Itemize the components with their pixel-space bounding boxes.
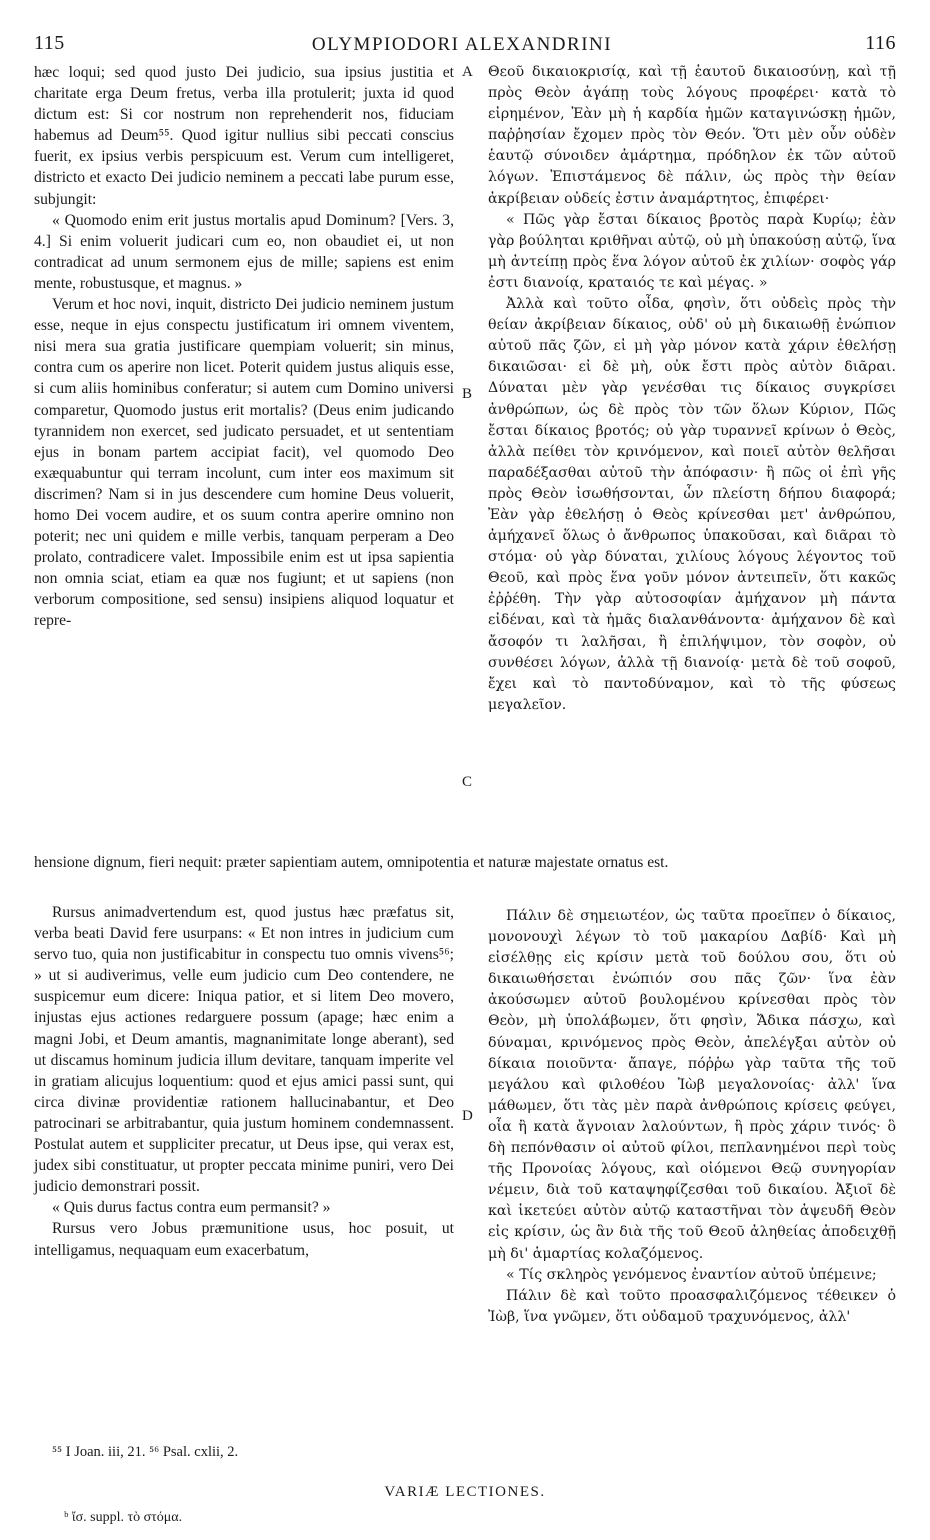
latin-paragraph: Rursus vero Jobus præmunitione usus, hoc posuit, ut intelligamus, nequaquam eum exacerbatum, — [34, 1220, 454, 1259]
margin-letter-a: A — [462, 64, 473, 80]
margin-letter-d: D — [462, 1108, 473, 1124]
greek-verse-quote: « Τίς σκληρὸς γενόμενος ἐναντίον αὐτοῦ ὑπέμεινε; — [506, 1266, 877, 1283]
greek-column-top — [488, 62, 896, 716]
greek-paragraph: Θεοῦ δικαιοκρισίᾳ, καὶ τῇ ἑαυτοῦ δικαιοσύνῃ, καὶ τῇ πρὸς Θεὸν ἀγάπῃ τοὺς λόγους προφέρει· κατὰ τὸ εἰρημένον, Ἐὰν μὴ ἡ καρδία ἡμῶν καταγινώσκῃ ἡμῶν, παῤῥησίαν ἔχομεν πρὸς τὸν Θεόν. Ὅτι μὲν οὖν οὐδὲν ἑαυτῷ σύνοιδεν ἁμάρτημα, πρόδηλον ἐκ τῶν αὐτοῦ λόγων. Ἐπιστάμενος δὲ πάλιν, ὡς πρὸς τὴν θείαν ἀκρίβειαν οὐδείς ἐστιν ἀναμάρτητος, ἐπιφέρει· — [488, 64, 896, 207]
page-number-right: 116 — [865, 32, 896, 54]
latin-column-bottom — [34, 902, 454, 1261]
variae-lectiones-heading: VARIÆ LECTIONES. — [384, 1484, 546, 1500]
latin-paragraph: Rursus animadvertendum est, quod justus hæc præfatus sit, verba beati David fere usurpans: « Et non intres in judicium cum servo tuo, quia non justificabitur in conspectu tuo omnis vivens⁵⁶; » ut si audiverimus, velle eum judicio cum Deo contendere, ne suspicemur eum dicere: Iniqua patior, et si litem Deo movero, injustas ejus actiones redarguere possum (apage; hæc enim a magni Jobi, et Deum amantis, magnanimitate longe aberant), sed ut discamus hominum judicia illum devitare, tanquam imperite vel in gratiam alicujus loquentium: quod et ejus amici passi sunt, qui circa divinæ providentiæ rationem hallucinabantur, et Deo patrocinari se arbitrabantur, quia justum hominem condemnassent. Postulat autem et suppliciter precatur, ut Deus ipse, qui verax est, judex sibi constituatur, ut propter peccata minime puniri, vero Dei judicio demonstrari possit. — [34, 904, 454, 1196]
spanning-line — [34, 852, 896, 873]
latin-paragraph: hæc loqui; sed quod justo Dei judicio, sua ipsius justitia et charitate erga Deum fretus, verba illa protulerit; juxta id quod dictum est: Si cor nostrum non reprehenderit nos, fiduciam habemus ad Deum⁵⁵. Quod igitur nullius sibi peccati conscius fuerit, ex ipsius verbis perspicuum est. Verum cum intelligeret, districto et exacto Dei judicio neminem a peccati labe purum esse, subjungit: — [34, 64, 454, 208]
page-header — [28, 32, 896, 60]
greek-verse-quote: « Πῶς γὰρ ἔσται δίκαιος βροτὸς παρὰ Κυρίῳ; ἐὰν γὰρ βούληται κριθῆναι αὐτῷ, οὐ μὴ ὑπακούσῃ αὐτῷ, ἵνα μὴ ἀντείπῃ πρὸς ἕνα λόγον αὐτοῦ ἐκ χιλίων· σοφὸς γάρ ἐστι διανοίᾳ, κραταιός τε καὶ μέγας. » — [488, 211, 896, 291]
greek-paragraph: Πάλιν δὲ σημειωτέον, ὡς ταῦτα προεῖπεν ὁ δίκαιος, μονονουχὶ λέγων τὸ τοῦ μακαρίου Δαβίδ· Καὶ μὴ εἰσέλθῃς εἰς κρίσιν μετὰ τοῦ δούλου σου, ὅτι οὐ δικαιωθήσεται ἐνώπιόν σου πᾶς ζῶν· ἵνα ἐὰν ἀκούσωμεν αὐτοῦ βουλομένου κρίνεσθαι πρὸς τὸν Θεὸν, μὴ ὑπολάβωμεν, ὅτι φησὶν, Ἄδικα πάσχω, καὶ δύναμαι, κρινόμενος πρὸς Θεὸν, ἀπελέγξαι αὐτὸν οὐ δίκαια ποιοῦντα· ἄπαγε, πόῤῥω γὰρ ταῦτα τῆς τοῦ μεγάλου καὶ φιλοθέου Ἰὼβ μεγαλονοίας· ἀλλ' ἵνα μάθωμεν, ὅτι τὰς μὲν παρὰ ἀνθρώποις κρίσεις φεύγει, οἷα ἢ κατὰ ἄγνοιαν λαλούντων, ἢ πρὸς χάριν τινός· ὃ δὴ πεπόνθασιν οἱ αὐτοῦ φίλοι, πεπλανημένοι περὶ τοὺς τῆς Προνοίας λόγους, καὶ οἰόμενοι Θεῷ συνηγορίαν νέμειν, διὰ τοῦ καταψηφίζεσθαι τοῦ δικαίου. Ἀξιοῖ δὲ καὶ ἱκετεύει αὐτὸν αὐτῷ καταστῆναι τὸν ἀψευδῆ Θεὸν εἰς κρίσιν, ὡς ἂν διὰ τῆς τοῦ Θεοῦ ἀληθείας ἀποδειχθῇ μὴ δι' ἁμαρτίας κολαζόμενος. — [488, 908, 896, 1262]
margin-letter-c: C — [462, 774, 473, 790]
spanning-text: hensione dignum, fieri nequit: præter sapientiam autem, omnipotentia et naturæ majestate ornatus est. — [34, 854, 669, 871]
margin-letter-b: B — [462, 386, 473, 402]
greek-column-bottom — [488, 906, 896, 1328]
latin-verse-quote: « Quomodo enim erit justus mortalis apud Dominum? [Vers. 3, 4.] Si enim voluerit judicari cum eo, non obaudiet ei, ut non contradicat ad unum sermonem ejus de mille; sapiens est enim mente, robustusque, et magnus. » — [34, 211, 454, 292]
greek-paragraph: Ἀλλὰ καὶ τοῦτο οἶδα, φησὶν, ὅτι οὐδεὶς πρὸς τὴν θείαν ἀκρίβειαν δίκαιος, οὐδ' οὐ μὴ δικαιωθῇ ἐνώπιον αὐτοῦ πᾶς ζῶν, εἰ μὴ γὰρ μόνον κατὰ χάριν ἐθελήσῃ δικαιῶσαι· εἰ δὲ μὴ, οὐκ ἔστι πρὸς αὐτὸν διᾶραι. Δύναται μὲν γὰρ γενέσθαι τις δίκαιος συγκρίσει ἀνθρώπων, ὡς δὲ πρὸς τὸν τῶν ὅλων Κύριον, Πῶς ἔσται δίκαιος βροτός; οὐ γὰρ τυραννεῖ κρίνων ὁ Θεὸς, ἀλλὰ πείθει τὸν κρινόμενον, καὶ ποιεῖ αὐτὸν θελῆσαι παραδέξασθαι αὐτοῦ τὴν ἀπόφασιν· ἢ πῶς οἱ ἐπὶ γῆς πρὸς Θεὸν ἰσωθήσονται, ὧν πλείστη δήπου διαφορά; Ἐὰν γὰρ ἐθελήσῃ ὁ Θεὸς κρίνεσθαι μετ' ἀνθρώπου, ἀμήχανεῖ ὅλως ὁ ἄνθρωπος ὑπακοῦσαι, καὶ διᾶραι τὸ στόμα· οὐ γὰρ δύναται, χιλίους λόγους λέγοντος τοῦ Θεοῦ, καὶ πρὸς ἕνα γοῦν μόνον ἀντειπεῖν, ὅτι κακῶς ἐῤῥέθη. Τὴν γὰρ αὐτοσοφίαν ἀμήχανον μὴ πάντα εἰδέναι, καὶ τὰ ἡμᾶς διαλανθάνοντα· ἀμήχανον δὲ καὶ ἄσοφόν τι λαλῆσαι, ἢ ἐπιλήψιμον, τὸν σοφὸν, οὐ συνθέσει λόγων, ἀλλὰ τῇ διανοίᾳ· μετὰ δὲ τοῦ σοφοῦ, ἔχει καὶ τὸ παντοδύναμον, καὶ τὸ τῆς φύσεως μεγαλεῖον. — [488, 296, 896, 713]
footnotes: ⁵⁵ I Joan. iii, 21. ⁵⁶ Psal. cxlii, 2. — [52, 1444, 239, 1460]
running-title: OLYMPIODORI ALEXANDRINI — [311, 34, 613, 55]
page-number-left: 115 — [34, 32, 65, 54]
latin-verse-quote: « Quis durus factus contra eum permansit? » — [52, 1199, 331, 1217]
latin-column-top — [34, 62, 454, 632]
greek-paragraph: Πάλιν δὲ καὶ τοῦτο προασφαλιζόμενος τέθεικεν ὁ Ἰὼβ, ἵνα γνῶμεν, ὅτι οὐδαμοῦ τραχυνόμενος, ἀλλ' — [488, 1287, 896, 1325]
variae-lectiones-note: ᵇ ἴσ. suppl. τὸ στόμα. — [64, 1510, 183, 1525]
latin-paragraph: Verum et hoc novi, inquit, districto Dei judicio neminem justum esse, neque in ejus conspectu justificatum iri omnem viventem, nisi mera sua gratia justificare quempiam voluerit; sin minus, contra cum os aperire non licet. Poterit quidem justus aliquis esse, si cum aliis hominibus conferatur; si autem cum Domino universi comparetur, Quomodo justus erit mortalis? (Deus enim judicando tyrannidem non exercet, sed judicato persuadet, et ut sententiam ejus in bonam partem accipiat facit), vel quomodo Deo exæquabuntur qui terram incolunt, cum inter eos maximum sit discrimen? Nam si in jus descendere cum homine Deus voluerit, homo Dei vocem audire, et os suum contra aperire omnino non poterit; nec uni quidem e mille verbis, tanquam perperam a Deo prolato, contradicere valet. Impossibile enim est ut ipsa sapientia non omnia sciat, etiam ea quæ nos fugiunt; et ut sapiens (non verborum compositione, sed sensu) insipiens aliquod loquatur et repre- — [34, 296, 454, 630]
